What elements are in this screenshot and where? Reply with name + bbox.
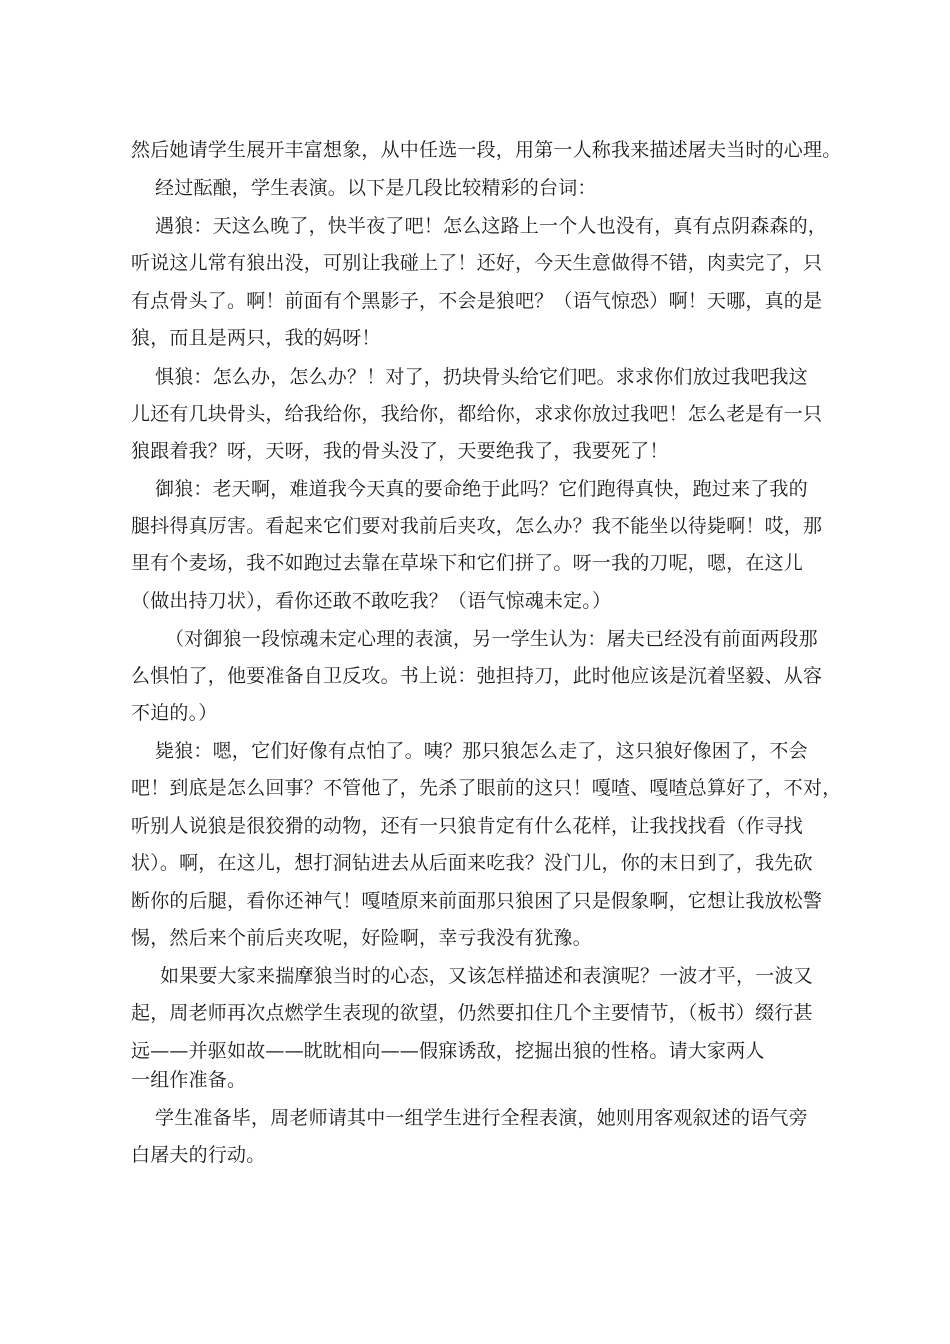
- text-line: 学生准备毕，周老师请其中一组学生进行全程表演，她则用客观叙述的语气旁: [155, 1107, 808, 1129]
- text-line: 断你的后腿，看你还神气！嘎喳原来前面那只狼困了只是假象啊，它想让我放松警: [131, 890, 823, 912]
- text-line: 然后她请学生展开丰富想象，从中任选一段，用第一人称我来描述屠夫当时的心理。: [131, 139, 842, 161]
- text-line: 听说这儿常有狼出没，可别让我碰上了！还好，今天生意做得不错，肉卖完了，只: [131, 252, 823, 274]
- text-line: （做出持刀状），看你还敢不敢吃我？（语气惊魂未定。）: [131, 590, 612, 612]
- text-line: 狼，而且是两只，我的妈呀！: [131, 327, 381, 349]
- text-line: 有点骨头了。啊！前面有个黑影子，不会是狼吧？（语气惊恐）啊！天哪，真的是: [131, 290, 823, 312]
- text-line: （对御狼一段惊魂未定心理的表演，另一学生认为：屠夫已经没有前面两段那: [165, 628, 818, 650]
- text-line: 起，周老师再次点燃学生表现的欲望，仍然要扣住几个主要情节，（板书）缀行甚: [131, 1002, 813, 1024]
- text-line: 遇狼：天这么晚了，快半夜了吧！怎么这路上一个人也没有，真有点阴森森的，: [155, 215, 828, 237]
- text-line: 状）。啊，在这儿，想打洞钻进去从后面来吃我？没门儿，你的末日到了，我先砍: [131, 852, 813, 874]
- text-line: 一组作准备。: [131, 1069, 247, 1091]
- text-line: 儿还有几块骨头，给我给你，我给你，都给你，求求你放过我吧！怎么老是有一只: [131, 403, 823, 425]
- text-line: 么惧怕了，他要准备自卫反攻。书上说：弛担持刀，此时他应该是沉着坚毅、从容: [131, 665, 823, 687]
- text-line: 里有个麦场，我不如跑过去靠在草垛下和它们拼了。呀一我的刀呢，嗯，在这儿: [131, 552, 804, 574]
- text-line: 惕，然后来个前后夹攻呢，好险啊，幸亏我没有犹豫。: [131, 927, 592, 949]
- text-line: 听别人说狼是很狡猾的动物，还有一只狼肯定有什么花样，让我找找看（作寻找: [131, 815, 804, 837]
- text-line: 白屠夫的行动。: [131, 1144, 266, 1166]
- text-line: 腿抖得真厉害。看起来它们要对我前后夹攻，怎么办？我不能坐以待毙啊！哎，那: [131, 515, 823, 537]
- text-line: 远——并驱如故——眈眈相向——假寐诱敌，挖掘出狼的性格。请大家两人: [131, 1040, 765, 1062]
- text-line: 御狼：老天啊，难道我今天真的要命绝于此吗？它们跑得真快，跑过来了我的: [155, 478, 808, 500]
- text-line: 经过酝酿，学生表演。以下是几段比较精彩的台词：: [155, 177, 597, 199]
- text-line: 吧！到底是怎么回事？不管他了，先杀了眼前的这只！嘎喳、嘎喳总算好了，不对，: [131, 777, 842, 799]
- text-line: 惧狼：怎么办，怎么办？！对了，扔块骨头给它们吧。求求你们放过我吧我这: [155, 366, 808, 388]
- text-line: 如果要大家来揣摩狼当时的心态，又该怎样描述和表演呢？一波才平，一波又: [160, 965, 813, 987]
- text-line: 狼跟着我？呀，天呀，我的骨头没了，天要绝我了，我要死了！: [131, 440, 669, 462]
- text-line: 毙狼：嗯，它们好像有点怕了。咦？那只狼怎么走了，这只狼好像困了，不会: [155, 740, 808, 762]
- text-line: 不迫的。）: [131, 702, 218, 724]
